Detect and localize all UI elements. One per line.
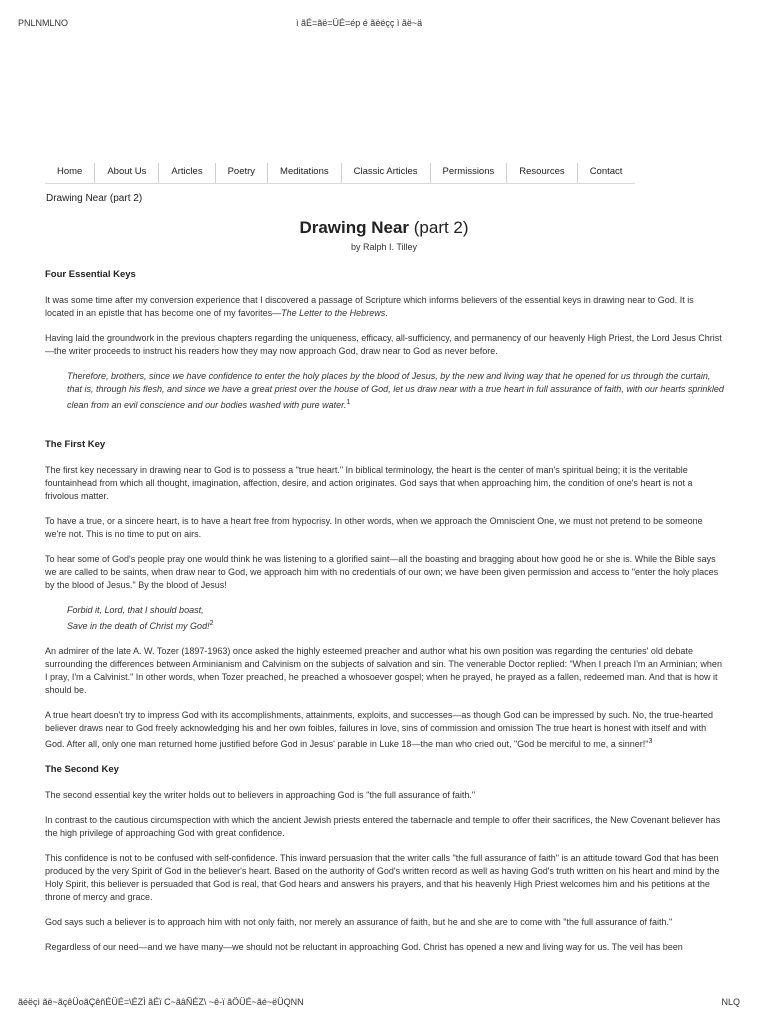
nav-item-home[interactable]: Home	[45, 163, 95, 183]
quote-text: Therefore, brothers, since we have confidence to enter the holy places by the blood of Jesus, by the new and living way that he opened for us through the curtain, that is, through his flesh, and since we have a great priest over the house of God, let us draw near with a true heart in full assurance of faith, with our hearts sprinkled clean from an evil conscience and our bodies washed with pure water.	[67, 371, 724, 410]
paragraph: The second essential key the writer holds out to believers in approaching God is "the full assurance of faith."	[45, 790, 476, 800]
quote-line: Forbid it, Lord, that I should boast,	[67, 605, 204, 615]
section-heading-first-key: The First Key	[45, 439, 106, 450]
hymn-quote	[67, 604, 725, 633]
print-footer-page: NLQ	[721, 997, 740, 1007]
nav-item-contact[interactable]: Contact	[589, 166, 623, 177]
paragraph: The first key necessary in drawing near to God is to possess a "true heart." In biblical terminology, the heart is the center of man's spiritual being; it is the veritable fountainhead from which all thought, imagination, affection, desire, and action originates. God says that when approaching him, the condition of one's heart is not a frivolous matter.	[45, 465, 693, 501]
nav-item-permissions[interactable]: Permissions	[431, 163, 508, 183]
nav-list	[45, 163, 635, 183]
paragraph: In contrast to the cautious circumspection with which the ancient Jewish priests entered the tabernacle and temple to offer their sacrifices, the New Covenant believer has the high privilege of approaching God with great confidence.	[45, 815, 721, 838]
print-footer-url: ãéëçì ãë~ãçêÜoãÇêñÉÜÉ=\ÉZÌ ãÉï C~ãâÑÉZ\ ~ê-ï ãÖÜÉ~ãé~ëÜQNN	[18, 997, 304, 1007]
title-sub: (part 2)	[409, 218, 469, 237]
nav-item-classic-articles[interactable]: Classic Articles	[342, 163, 431, 183]
nav-item-poetry[interactable]: Poetry	[216, 163, 268, 183]
title-main: Drawing Near	[299, 218, 410, 237]
paragraph: This confidence is not to be confused with self-confidence. This inward persuasion that the writer calls "the full assurance of faith" is an attitude toward God that has been produced by the very Spirit of God in the believer's heart. Based on the authority of God's written record as well as having God's truth written on his heart and mind by the Holy Spirit, this believer is persuaded that God is real, that God hears and answers his prayers, and that his heavenly High Priest welcomes him and his petitions at the throne of mercy and grace.	[45, 853, 720, 902]
article-body	[45, 268, 725, 966]
nav-item-about-us[interactable]: About Us	[95, 163, 159, 183]
footnote-ref[interactable]: 2	[209, 620, 214, 627]
nav-item-resources[interactable]: Resources	[507, 163, 577, 183]
section-heading-second-key: The Second Key	[45, 764, 119, 775]
paragraph: Regardless of our need—and we have many—we should not be reluctant in approaching God. Christ has opened a new and living way for us. The veil has been	[45, 942, 683, 952]
page-title	[0, 218, 768, 238]
spacer	[45, 424, 725, 438]
paragraph: Having laid the groundwork in the previous chapters regarding the uniqueness, efficacy, all-sufficiency, and permanency of our heavenly High Priest, the Lord Jesus Christ—the writer proceeds to instruct his readers how they may now approach God, draw near to God as never before.	[45, 333, 722, 356]
nav-item-articles[interactable]: Articles	[159, 163, 215, 183]
quote-line: Save in the death of Christ my God!	[67, 621, 210, 631]
section-heading-four-keys: Four Essential Keys	[45, 269, 136, 280]
print-header-left: PNLNMLNO	[18, 18, 69, 28]
paragraph: To hear some of God's people pray one would think he was listening to a glorified saint—all the boasting and bragging about how good he or she is. While the Bible says we are called to be saints, when draw near to God, we approach him with no credentials of our own; we have been given permission and access to "enter the holy places by the blood of Jesus." By the blood of Jesus!	[45, 554, 719, 590]
book-title: The Letter to the Hebrews	[281, 308, 386, 318]
breadcrumb: Drawing Near (part 2)	[46, 193, 143, 204]
footnote-ref[interactable]: 3	[648, 738, 653, 745]
paragraph-text: A true heart doesn't try to impress God with its accomplishments, attainments, exploits, and successes—as though God can be impressed by such. No, the true-hearted believer draws near to God freely acknowledging his and her own foibles, failures in love, sins of commission and omission The true heart is honest with itself and with God. After all, only one man returned home justified before God in Jesus' parable in Luke 18—the man who cried out, "God be merciful to me, a sinner!"	[45, 710, 714, 749]
paragraph: God says such a believer is to approach him with not only faith, nor merely an assurance of faith, but he and she are to come with "the full assurance of faith."	[45, 917, 673, 927]
paragraph	[45, 294, 725, 320]
byline: by Ralph I. Tilley	[350, 242, 418, 252]
scripture-quote	[67, 370, 725, 412]
nav-item-meditations[interactable]: Meditations	[268, 163, 342, 183]
main-navigation	[45, 163, 635, 184]
paragraph	[45, 709, 725, 751]
print-header-center: ì ãÉ=ãë=ÜÉ=ép é ãëëçç ì ãë~ä	[296, 18, 423, 28]
paragraph-end: .	[385, 308, 388, 318]
footnote-ref[interactable]: 1	[346, 399, 351, 406]
paragraph: To have a true, or a sincere heart, is to have a heart free from hypocrisy. In other words, when we approach the Omniscient One, we must not pretend to be someone we're not. This is no time to put on airs.	[45, 516, 703, 539]
paragraph-text: It was some time after my conversion experience that I discovered a passage of Scripture which informs believers of the essential keys in drawing near to God. It is located in an epistle that has become one of my favorites—	[45, 295, 694, 318]
paragraph: An admirer of the late A. W. Tozer (1897-1963) once asked the highly esteemed preacher and author what his own position was regarding the centuries' old debate surrounding the differences between Arminianism and Calvinism on the subjects of salvation and sin. The venerable Doctor replied: "When I preach I'm an Arminian; when I pray, I'm a Calvinist." In other words, when Tozer preached, he preached a whosoever gospel; when he prayed, he prayed as a fallen, redeemed man. And that is how it should be.	[45, 646, 722, 695]
